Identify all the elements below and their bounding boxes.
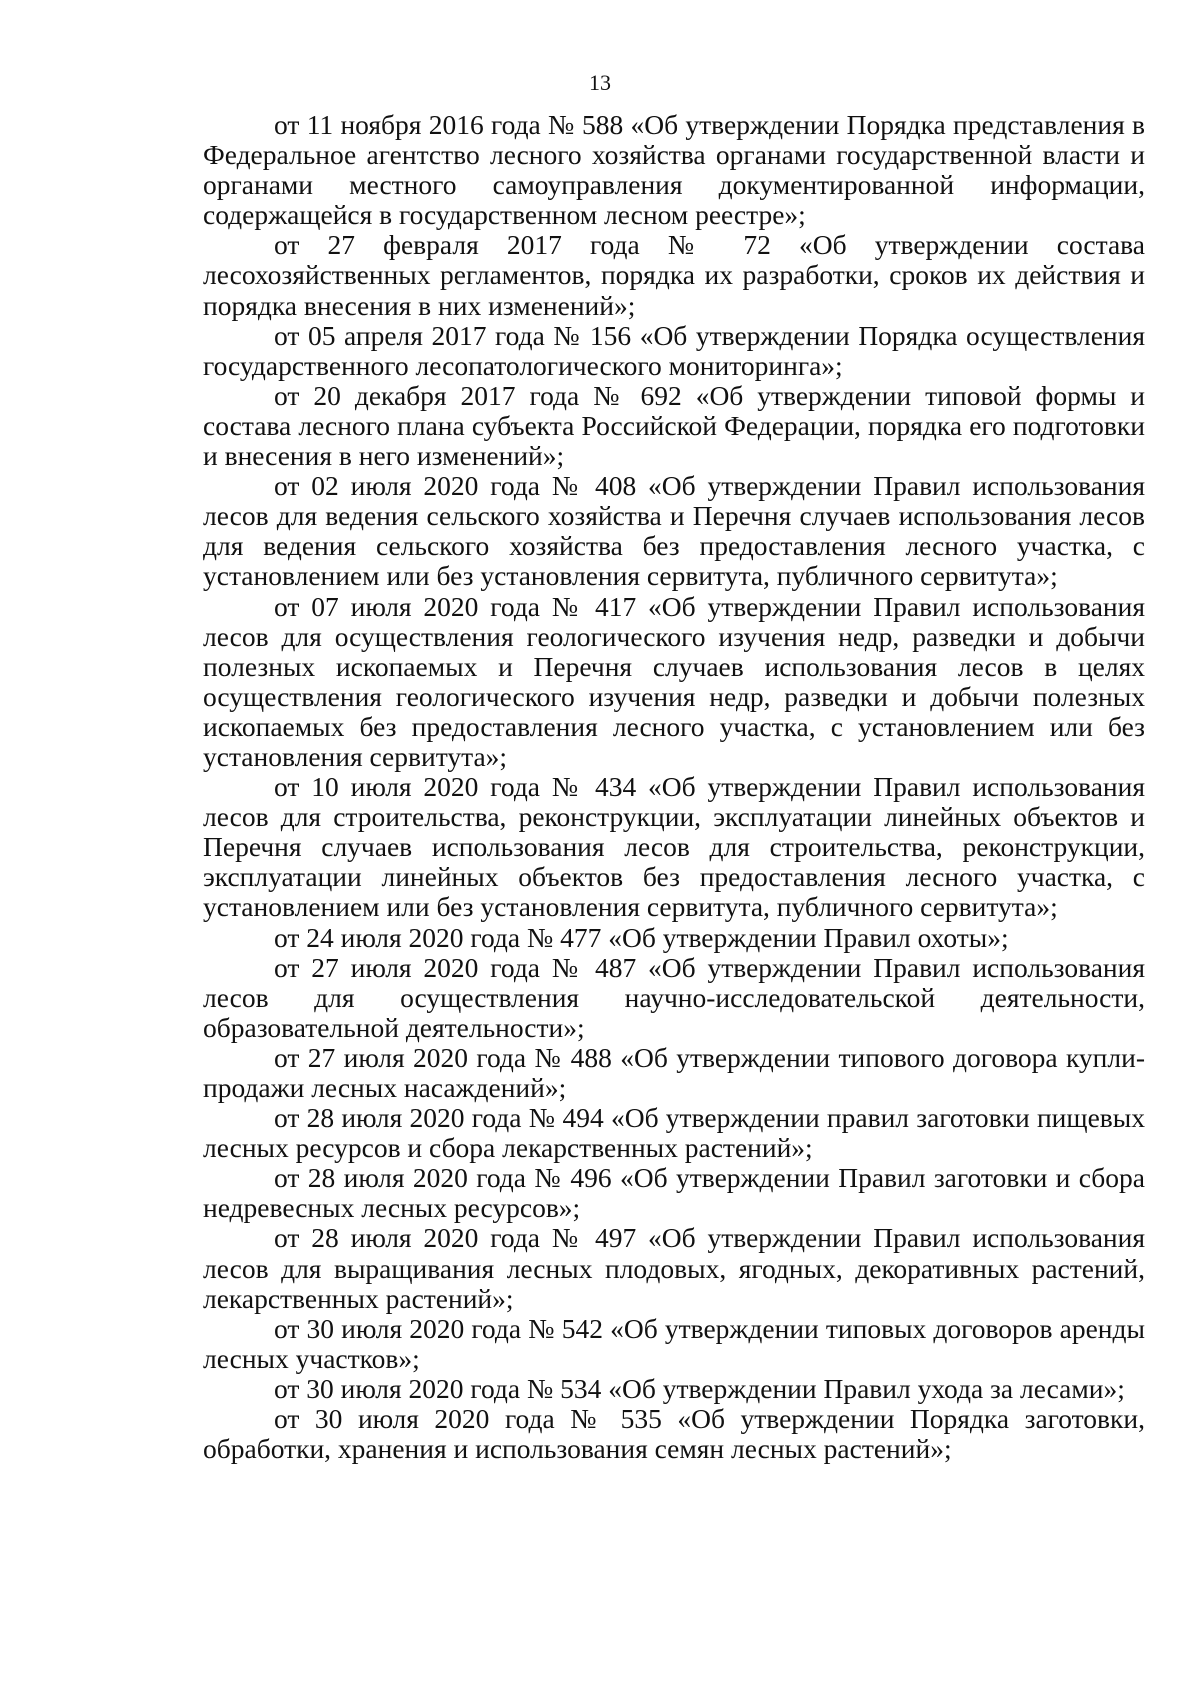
paragraph: от 07 июля 2020 года № 417 «Об утверждении Правил использования лесов для осуществления геологического изучения недр, разведки и добычи полезных ископаемых и Перечня случаев использования лесов в целях осуществления геологического изучения недр, разведки и добычи полезных ископаемых без предоставления лесного участка, с установлением или без установления сервитута»;	[203, 590, 1145, 772]
paragraph: от 02 июля 2020 года № 408 «Об утверждении Правил использования лесов для ведения сельского хозяйства и Перечня случаев использования лесов для ведения сельского хозяйства без предоставления лесного участка, с установлением или без установления сервитута, публичного сервитута»;	[203, 470, 1145, 592]
paragraph: от 30 июля 2020 года № 534 «Об утверждении Правил ухода за лесами»;	[274, 1372, 1125, 1404]
paragraph: от 27 февраля 2017 года № 72 «Об утверждении состава лесохозяйственных регламентов, порядка их разработки, сроков их действия и порядка внесения в них изменений»;	[203, 229, 1145, 321]
paragraph: от 30 июля 2020 года № 535 «Об утверждении Порядка заготовки, обработки, хранения и использования семян лесных растений»;	[203, 1403, 1145, 1465]
paragraph: от 11 ноября 2016 года № 588 «Об утверждении Порядка представления в Федеральное агентство лесного хозяйства органами государственной власти и органами местного самоуправления документированной информации, содержащейся в государственном лесном реестре»;	[203, 109, 1145, 231]
paragraph: от 20 декабря 2017 года № 692 «Об утверждении типовой формы и состава лесного плана субъекта Российской Федерации, порядка его подготовки и внесения в него изменений»;	[203, 379, 1145, 472]
document-body	[203, 110, 1145, 1464]
paragraph: от 28 июля 2020 года № 496 «Об утверждении Правил заготовки и сбора недревесных лесных ресурсов»;	[203, 1162, 1145, 1224]
paragraph: от 10 июля 2020 года № 434 «Об утверждении Правил использования лесов для строительства, реконструкции, эксплуатации линейных объектов и Перечня случаев использования лесов для строительства, реконструкции, эксплуатации линейных объектов без предоставления лесного участка, с установлением или без установления сервитута, публичного сервитута»;	[203, 771, 1145, 923]
paragraph: от 24 июля 2020 года № 477 «Об утверждении Правил охоты»;	[274, 921, 1009, 953]
paragraph: от 27 июля 2020 года № 488 «Об утверждении типового договора купли-продажи лесных насаждений»;	[203, 1041, 1145, 1103]
paragraph: от 05 апреля 2017 года № 156 «Об утверждении Порядка осуществления государственного лесопатологического мониторинга»;	[203, 319, 1145, 381]
paragraph: от 27 июля 2020 года № 487 «Об утверждении Правил использования лесов для осуществления научно-исследовательской деятельности, образовательной деятельности»;	[203, 951, 1145, 1043]
paragraph: от 28 июля 2020 года № 497 «Об утверждении Правил использования лесов для выращивания лесных плодовых, ягодных, декоративных растений, лекарственных растений»;	[203, 1222, 1145, 1314]
paragraph: от 28 июля 2020 года № 494 «Об утверждении правил заготовки пищевых лесных ресурсов и сбора лекарственных растений»;	[203, 1102, 1145, 1164]
page-number: 13	[589, 70, 611, 95]
paragraph: от 30 июля 2020 года № 542 «Об утверждении типовых договоров аренды лесных участков»;	[203, 1312, 1145, 1374]
